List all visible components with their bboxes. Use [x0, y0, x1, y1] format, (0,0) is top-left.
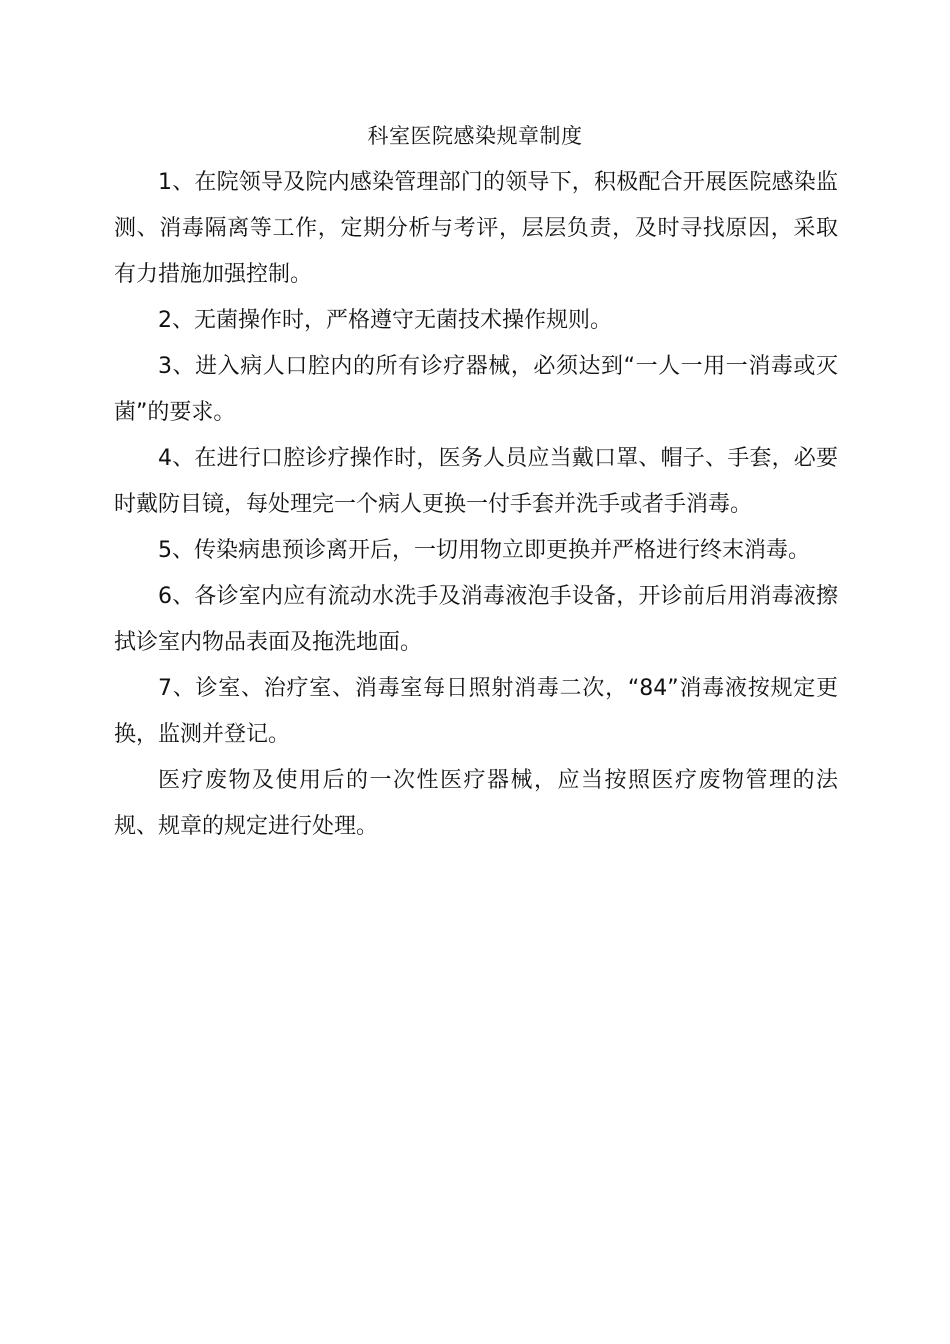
- rule-paragraph-2: 2、无菌操作时，严格遵守无菌技术操作规则。: [158, 308, 612, 333]
- rule-paragraph-7: 7、诊室、治疗室、消毒室每日照射消毒二次，“84”消毒液按规定更换，监测并登记。: [114, 676, 838, 747]
- document-body: [114, 160, 838, 850]
- rule-paragraph-6: 6、各诊室内应有流动水洗手及消毒液泡手设备，开诊前后用消毒液擦拭诊室内物品表面及拖洗地面。: [114, 584, 838, 655]
- rule-paragraph-4: 4、在进行口腔诊疗操作时，医务人员应当戴口罩、帽子、手套，必要时戴防目镜，每处理完一个病人更换一付手套并洗手或者手消毒。: [114, 446, 838, 517]
- medical-waste-paragraph: 医疗废物及使用后的一次性医疗器械，应当按照医疗废物管理的法规、规章的规定进行处理。: [114, 768, 838, 839]
- document-title: 科室医院感染规章制度: [367, 124, 583, 148]
- rule-paragraph-3: 3、进入病人口腔内的所有诊疗器械，必须达到“一人一用一消毒或灭菌”的要求。: [114, 354, 838, 425]
- rule-paragraph-5: 5、传染病患预诊离开后，一切用物立即更换并严格进行终末消毒。: [158, 538, 810, 563]
- rule-paragraph-1: 1、在院领导及院内感染管理部门的领导下，积极配合开展医院感染监测、消毒隔离等工作，定期分析与考评，层层负责，及时寻找原因，采取有力措施加强控制。: [114, 170, 838, 287]
